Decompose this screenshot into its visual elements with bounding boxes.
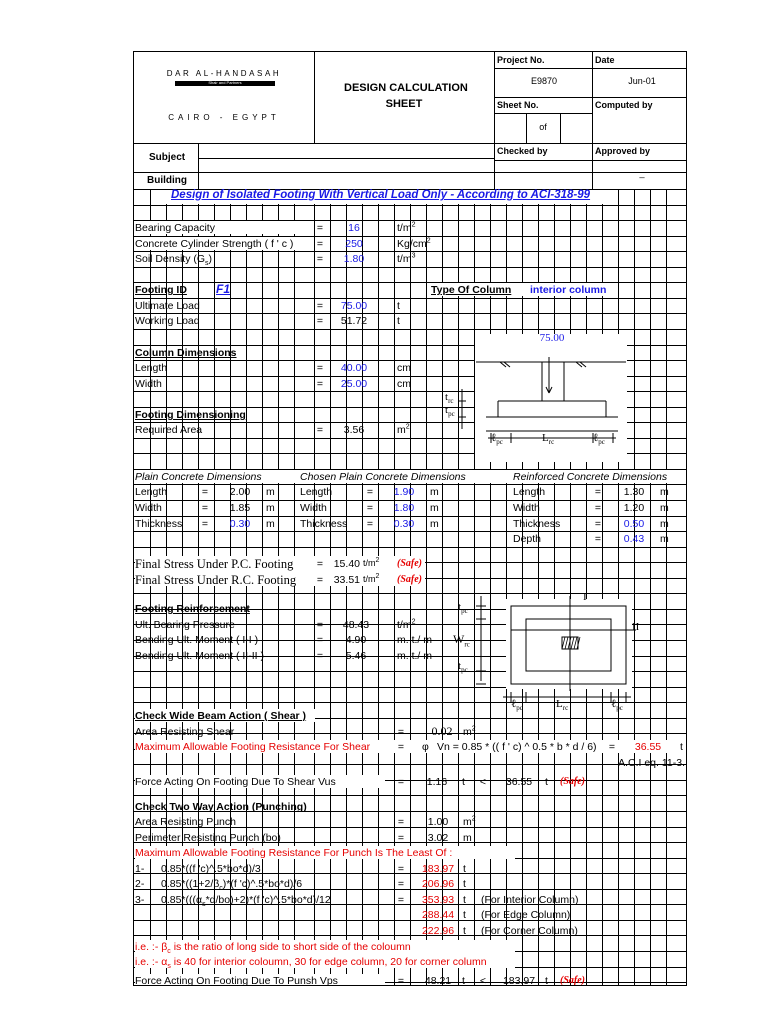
final-stress-pc-safe: (Safe) (397, 558, 422, 569)
shear-compare-unit: t (545, 776, 548, 788)
less-than-sign: < (479, 975, 487, 986)
punch-safe: (Safe) (560, 975, 585, 986)
soil-density-value: 1.80 (343, 253, 365, 265)
approved-by-label: Approved by (595, 146, 651, 156)
equals-sign: = (397, 816, 405, 828)
rc-thickness-label: Thickness (513, 518, 561, 530)
superscript: 2 (375, 573, 380, 580)
equals-sign: = (201, 518, 209, 530)
subject-label: Subject (149, 152, 186, 163)
equals-sign: = (316, 424, 324, 436)
subscript: rc (464, 640, 470, 649)
eq1-formula: 0.85*((f 'c)^.5*bo*d)/3 (161, 863, 261, 875)
subscript: pc (616, 704, 623, 713)
shear-safe: (Safe) (560, 776, 585, 787)
rc-length-value: 1.30 (623, 486, 645, 498)
company-logo-text: DAR AL-HANDASAH (166, 69, 282, 78)
required-area-label: Required Area (135, 424, 203, 436)
eq2-value: 206.96 (421, 878, 455, 890)
tpc-bottom-label: $t_{pc}$ (458, 660, 468, 675)
plain-thickness-label: Thickness (135, 518, 183, 530)
final-stress-unit: $t/m^2$ (363, 573, 380, 584)
project-no-label: Project No. (497, 55, 545, 65)
eq1-unit: t (463, 863, 466, 875)
footing-reinforcement-title: Footing Reinforcement (135, 603, 250, 615)
fc-value: 250 (345, 238, 363, 250)
column-type-label: Type Of Column (431, 284, 512, 296)
grid-row-line (134, 500, 687, 501)
shear-compare-value: 36.55 (505, 776, 533, 788)
subscript: pc (448, 410, 455, 419)
reinforced-dims-title: Reinforced Concrete Dimensions (513, 471, 668, 483)
column-width-value: 25.00 (340, 378, 368, 390)
eq3-formula: $0.85*(((\alpha_s*d/bo)+2)*(f$ 'c)^.5*bo*d)/12 (161, 894, 331, 909)
punch-perimeter-label: Perimeter Resisting Punch (bo) (135, 832, 281, 844)
two-way-title: Check Two Way Action (Punching) (135, 801, 307, 813)
rc-width-value: 1.20 (623, 502, 645, 514)
grid-row-line (134, 313, 687, 314)
equals-sign: = (316, 378, 324, 390)
subscript: pc (598, 438, 605, 447)
subscript: rc (562, 704, 569, 713)
equals-sign: = (397, 776, 405, 788)
shear-area-label: Area Resisting Shear (135, 726, 235, 738)
equals-sign: = (397, 726, 405, 738)
chosen-length-value: 1.90 (393, 486, 415, 498)
chosen-dims-title: Chosen Plain Concrete Dimensions (300, 471, 466, 483)
working-load-unit: t (397, 315, 400, 327)
punch-area-unit: $m^2$ (463, 815, 476, 828)
punch-force-value: 48.21 (424, 975, 452, 986)
grid-column-line (522, 189, 523, 985)
lrc-label: $L_{rc}$ (556, 698, 569, 713)
plain-length-label: Length (135, 486, 168, 498)
punch-perimeter-value: 3.02 (427, 832, 449, 844)
footing-dimensioning-label: Footing Dimensioning (135, 409, 246, 421)
punch-area-label: Area Resisting Punch (135, 816, 236, 828)
unit-m: m (430, 502, 439, 514)
grid-row-line (134, 329, 687, 330)
plain-length-value: 2.00 (229, 486, 251, 498)
header-divider (198, 158, 494, 159)
grid-column-line (602, 189, 603, 985)
ultimate-load-label: Ultimate Load (135, 300, 200, 312)
eq3-note-interior: (For Interior Column) (481, 894, 579, 906)
subscript: s (167, 963, 171, 971)
equals-sign: = (397, 878, 405, 890)
note-alpha: i.e. :- $\alpha_s$ is 40 for interior coloumn, 30 for edge column, 20 for corner column (135, 956, 487, 971)
punch-compare-value: 183.97 (502, 975, 536, 986)
subscript: s (205, 260, 209, 268)
plain-width-label: Width (135, 502, 162, 514)
equals-sign: = (397, 741, 405, 753)
grid-row-line (134, 795, 687, 796)
unit-m: m (660, 518, 669, 530)
eq3-note-edge: (For Edge Column) (481, 909, 571, 921)
unit-m: m (430, 486, 439, 498)
header-divider (494, 97, 687, 98)
moment2-unit: m. t./ m (397, 650, 432, 662)
moment1-unit: m. t./ m (397, 634, 432, 646)
date-label: Date (595, 55, 615, 65)
column-dimensions-label: Column Dimensions (135, 347, 237, 359)
calculation-sheet (133, 51, 687, 986)
eq3-unit: t (463, 894, 466, 906)
max-punch-label: Maximum Allowable Footing Resistance For Punch Is The Least Of : (135, 847, 453, 859)
eq2-number: 2- (135, 878, 145, 890)
punch-area-value: 1.00 (427, 816, 449, 828)
grid-row-line (134, 547, 687, 548)
subscript: s (202, 901, 206, 909)
final-stress-rc-value: 33.51 (333, 574, 360, 586)
equals-sign: = (316, 574, 324, 586)
tpc-label: $t_{pc}$ (445, 404, 455, 419)
grid-column-line (650, 189, 651, 985)
eq3-unit: t (463, 925, 466, 937)
final-stress-rc-safe: (Safe) (397, 574, 422, 585)
sheet-of-label: of (539, 122, 547, 132)
grid-row-line (134, 484, 687, 485)
trc-label: $t_{rc}$ (445, 391, 454, 406)
lpc-right-label: ℓ$_{pc}$ (611, 698, 623, 713)
equals-sign: = (316, 558, 324, 570)
equals-sign: = (201, 486, 209, 498)
grid-column-line (666, 189, 667, 985)
equals-sign: = (316, 253, 324, 265)
sheet-title-line2: SHEET (385, 98, 423, 110)
equals-sign: = (316, 650, 324, 662)
eq2-formula: $0.85*((1+2/\beta_c)*(f$ 'c)^.5*bo*d)/6 (161, 878, 303, 893)
eq3-unit: t (463, 909, 466, 921)
superscript: 2 (405, 423, 410, 431)
equals-sign: = (316, 634, 324, 646)
grid-column-line (506, 189, 507, 985)
phi-symbol: φ (422, 741, 429, 753)
plain-dims-title: Plain Concrete Dimensions (135, 471, 262, 483)
equals-sign: = (366, 518, 374, 530)
equals-sign: = (366, 486, 374, 498)
max-shear-value: 36.55 (634, 741, 662, 753)
superscript: 2 (411, 221, 416, 229)
sheet-no-label: Sheet No. (497, 100, 539, 110)
moment2-label: Bending Ult. Moment ( II-II ) (135, 650, 264, 662)
sheet-title-line1: DESIGN CALCULATION (344, 82, 468, 94)
superscript: 2 (411, 618, 416, 626)
company-location: CAIRO - EGYPT (168, 113, 280, 122)
equals-sign: = (397, 832, 405, 844)
grid-column-line (554, 189, 555, 985)
plain-width-value: 1.85 (229, 502, 251, 514)
rc-thickness-value: 0.50 (623, 518, 645, 530)
equals-sign: = (316, 222, 324, 234)
shear-force-label: Force Acting On Footing Due To Shear Vus (135, 776, 336, 788)
checked-by-label: Checked by (497, 146, 548, 156)
max-shear-unit: t (680, 741, 683, 753)
lrc-label: $L_{rc}$ (542, 432, 555, 447)
plain-thickness-value: 0.30 (229, 518, 251, 530)
ult-bearing-label: Ult. Bearing Pressure (135, 619, 235, 631)
equals-sign: = (366, 502, 374, 514)
eq3-value-edge: 288.44 (421, 909, 455, 921)
equals-sign: = (316, 300, 324, 312)
applied-load-label: 75.00 (539, 332, 565, 344)
subscript: c (167, 948, 171, 956)
fc-label: Concrete Cylinder Strength ( f ' c ) (135, 238, 294, 250)
column-width-unit: cm (397, 378, 411, 390)
eq1-number: 1- (135, 863, 145, 875)
punch-force-unit: t (462, 975, 465, 986)
equals-sign: = (316, 619, 324, 631)
eq3-number: 3- (135, 894, 145, 906)
header-divider (314, 52, 315, 143)
eq2-unit: t (463, 878, 466, 890)
equals-sign: = (316, 362, 324, 374)
date-value: Jun-01 (628, 76, 656, 86)
ult-bearing-unit: $t/m^2$ (397, 618, 416, 631)
subscript: pc (461, 666, 468, 675)
header-divider (494, 160, 687, 161)
equals-sign: = (397, 894, 405, 906)
moment2-value: 5.46 (345, 650, 367, 662)
section-ii-label: II (632, 621, 640, 633)
equals-sign: = (397, 863, 405, 875)
final-stress-pc-label: Final Stress Under P.C. Footing (135, 557, 294, 571)
ultimate-load-value: 75.00 (340, 300, 368, 312)
footing-id-label: Footing ID (135, 284, 187, 296)
subscript: pc (461, 607, 468, 616)
shear-force-unit: t (462, 776, 465, 788)
moment1-value: 4.90 (345, 634, 367, 646)
grid-column-line (570, 189, 571, 985)
superscript: 2 (375, 557, 380, 564)
chosen-width-label: Width (300, 502, 327, 514)
punch-compare-unit: t (545, 975, 548, 986)
grid-row-line (134, 516, 687, 517)
lpc-left-label: ℓ$_{pc}$ (491, 432, 503, 447)
subscript: c (219, 885, 223, 893)
wrc-label: $W_{rc}$ (453, 632, 470, 649)
grid-column-line (538, 189, 539, 985)
subscript: rc (448, 397, 454, 406)
required-area-unit: $m^2$ (397, 423, 410, 436)
header-divider (134, 143, 687, 144)
grid-column-line (586, 189, 587, 985)
computed-by-label: Computed by (595, 100, 653, 110)
equals-sign: = (594, 518, 602, 530)
equals-sign: = (594, 502, 602, 514)
unit-m: m (660, 533, 669, 545)
company-logo-subtext: Shair and Partners (208, 80, 242, 85)
punch-force-label: Force Acting On Footing Due To Punsh Vps (135, 975, 338, 986)
max-shear-label: Maximum Allowable Footing Resistance For Shear (135, 741, 371, 753)
design-title: Design of Isolated Footing With Vertical Load Only - According to ACI-318-99 (171, 189, 591, 201)
aci-reference: A.C.I eq. 11-3. (618, 757, 685, 769)
project-no-value: E9870 (530, 76, 558, 86)
grid-row-line (134, 267, 687, 268)
lpc-left-label: ℓ$_{pc}$ (511, 698, 523, 713)
superscript: 3 (411, 252, 416, 260)
column-length-label: Length (135, 362, 168, 374)
equals-sign: = (397, 975, 405, 986)
bearing-capacity-unit: $t/m^2$ (397, 221, 416, 234)
ultimate-load-unit: t (397, 300, 400, 312)
unit-m: m (430, 518, 439, 530)
lpc-right-label: ℓ$_{pc}$ (593, 432, 605, 447)
equals-sign: = (594, 533, 602, 545)
grid-column-line (634, 189, 635, 985)
wide-beam-title: Check Wide Beam Action ( Shear ) (135, 710, 307, 722)
tpc-top-label: $t_{pc}$ (458, 601, 468, 616)
column-length-value: 40.00 (340, 362, 368, 374)
final-stress-pc-value: 15.40 (333, 558, 360, 570)
superscript: 2 (471, 725, 476, 733)
bearing-capacity-value: 16 (348, 222, 360, 234)
shear-formula: Vn = 0.85 * (( f ' c) ^ 0.5 * b * d / 6) (437, 741, 597, 753)
chosen-thickness-value: 0.30 (393, 518, 415, 530)
grid-row-line (134, 205, 687, 206)
column-length-unit: cm (397, 362, 411, 374)
rc-width-label: Width (513, 502, 540, 514)
working-load-value: 51.72 (340, 315, 368, 327)
eq3-value-interior: 353.93 (421, 894, 455, 906)
final-stress-unit: $t/m^2$ (363, 557, 380, 568)
footing-id-value: F1 (216, 282, 231, 296)
required-area-value: 3.56 (343, 424, 365, 436)
soil-density-unit: $t/m^3$ (397, 252, 416, 265)
shear-force-value: 1.16 (426, 776, 448, 788)
unit-m: m (660, 502, 669, 514)
chosen-width-value: 1.80 (393, 502, 415, 514)
equals-sign: = (201, 502, 209, 514)
grid-column-line (618, 189, 619, 985)
section-i-label: I (583, 591, 587, 603)
shear-area-unit: $m^2$ (463, 725, 476, 738)
rc-depth-value: 0.43 (623, 533, 645, 545)
working-load-label: Working Load (135, 315, 200, 327)
rc-depth-label: Depth (513, 533, 542, 545)
superscript: 2 (471, 815, 476, 823)
subscript: pc (496, 438, 503, 447)
header-divider (494, 68, 687, 69)
unit-m: m (266, 486, 275, 498)
subscript: pc (516, 704, 523, 713)
grid-row-line (134, 251, 687, 252)
header-divider (494, 113, 592, 114)
chosen-length-label: Length (300, 486, 333, 498)
header-divider (494, 52, 495, 189)
equals-sign: = (316, 238, 324, 250)
final-stress-rc-label: Final Stress Under R.C. Footing (135, 573, 297, 587)
unit-m: m (266, 502, 275, 514)
punch-perimeter-unit: m (463, 832, 472, 844)
eq3-value-corner: 222.96 (421, 925, 455, 937)
equals-sign: = (316, 315, 324, 327)
less-than-sign: < (479, 776, 487, 788)
eq3-note-corner: (For Corner Column) (481, 925, 578, 937)
unit-m: m (660, 486, 669, 498)
superscript: 2 (426, 237, 431, 245)
ult-bearing-value: 48.43 (342, 619, 370, 631)
grid-row-line (134, 531, 687, 532)
equals-sign: = (608, 741, 616, 753)
bearing-capacity-label: Bearing Capacity (135, 222, 215, 234)
subscript: rc (548, 438, 555, 447)
eq1-value: 183.97 (421, 863, 455, 875)
moment1-label: Bending Ult. Moment ( I-I ) (135, 634, 259, 646)
soil-density-label: Soil Density $(G_s)$ (135, 253, 213, 268)
shear-area-value: 0.02 (431, 724, 453, 738)
approved-by-value: _ (639, 168, 645, 178)
note-beta: i.e. :- $\beta_c$ is the ratio of long side to short side of the coloumn (135, 941, 411, 956)
rc-length-label: Length (513, 486, 546, 498)
equals-sign: = (594, 486, 602, 498)
building-label: Building (147, 175, 187, 186)
grid-row-line (134, 298, 687, 299)
column-type-value: interior column (530, 284, 607, 296)
column-width-label: Width (135, 378, 162, 390)
header-divider (198, 143, 199, 189)
fc-unit: $Kg/cm^2$ (397, 237, 431, 250)
chosen-thickness-label: Thickness (300, 518, 348, 530)
unit-m: m (266, 518, 275, 530)
